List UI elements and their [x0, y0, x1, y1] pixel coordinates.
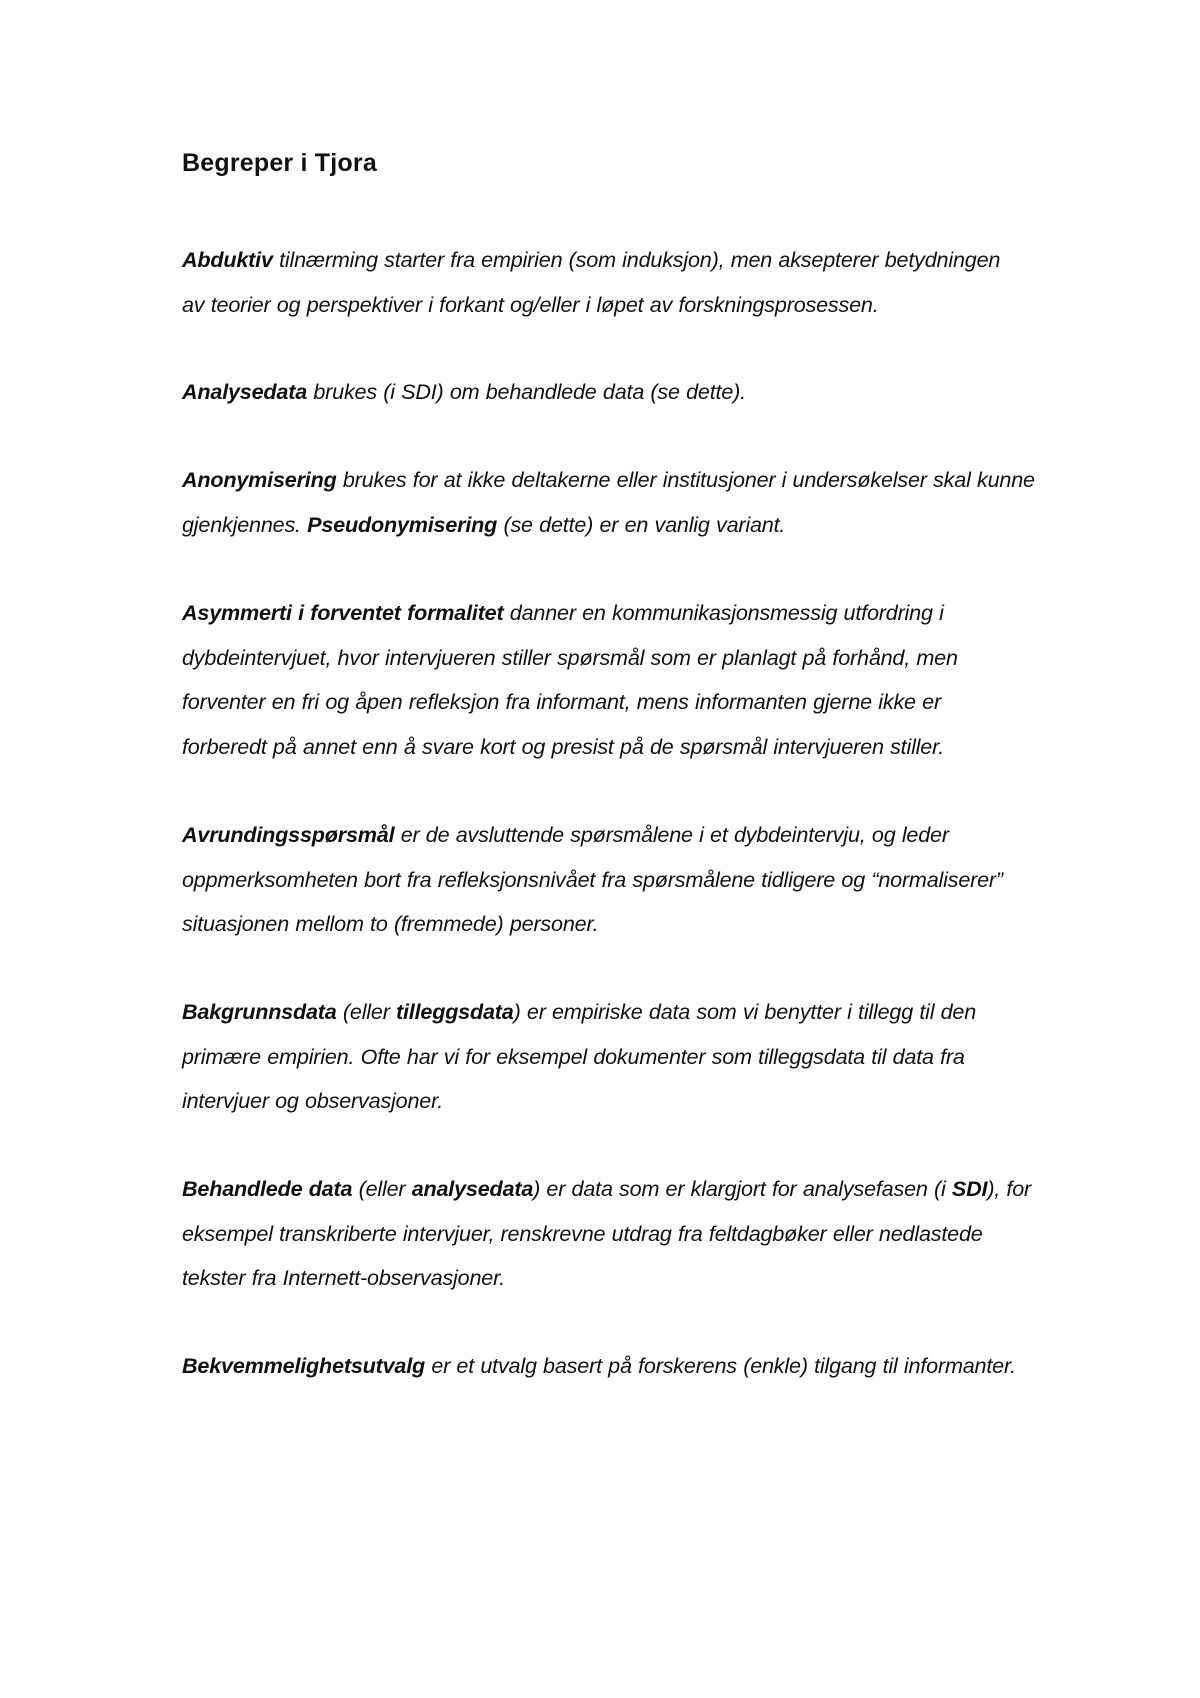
entry-line — [182, 1256, 1062, 1301]
definition-text: situasjonen mellom to (fremmede) personer. — [182, 911, 599, 936]
definition-text: av teorier og perspektiver i forkant og/eller i løpet av forskningsprosessen. — [182, 291, 879, 317]
definition-text: (se dette) er en vanlig variant. — [497, 511, 786, 537]
definition-text: er et utvalg basert på forskerens (enkle) tilgang til informanter. — [425, 1353, 1016, 1378]
definition-text: tekster fra Internett-observasjoner. — [182, 1265, 506, 1290]
term-name: Bekvemmelighetsutvalg — [182, 1353, 426, 1378]
entry-line — [182, 1035, 1062, 1080]
document-title: Begreper i Tjora — [182, 149, 377, 177]
definition-text: oppmerksomheten bort fra refleksjonsnivået fra spørsmålene tidligere og “normaliserer” — [182, 866, 1003, 892]
term-entry-avrundingssporsmal — [182, 813, 1062, 947]
term-entry-behandlede-data — [182, 1167, 1062, 1301]
entry-line — [182, 858, 1062, 903]
entry-line — [182, 503, 1062, 548]
term-entry-abduktiv — [182, 238, 1062, 327]
definition-text: danner en kommunikasjonsmessig utfordring i — [503, 600, 944, 625]
term-name: Behandlede data — [182, 1176, 353, 1201]
definition-text: (eller — [352, 1176, 412, 1201]
entry-line — [182, 1212, 1062, 1257]
term-name: Bakgrunnsdata — [182, 999, 337, 1024]
definition-text: intervjuer og observasjoner. — [182, 1088, 444, 1113]
term-name: Anonymisering — [182, 467, 337, 492]
entry-line — [182, 902, 1062, 947]
definition-text: er de avsluttende spørsmålene i et dybdeintervju, og leder — [394, 822, 949, 847]
definition-text: gjenkjennes. — [182, 511, 308, 537]
entry-line — [182, 636, 1062, 681]
entry-line — [182, 1167, 1062, 1212]
term-name: Pseudonymisering — [307, 511, 498, 537]
definition-text: forventer en fri og åpen refleksjon fra informant, mens informanten gjerne ikke er — [182, 689, 941, 714]
definition-text: brukes for at ikke deltakerne eller institusjoner i undersøkelser skal kunne — [336, 467, 1035, 492]
entry-line — [182, 283, 1062, 328]
definition-text: forberedt på annet enn å svare kort og presist på de spørsmål intervjueren stiller. — [182, 733, 945, 759]
definition-text: primære empirien. Ofte har vi for eksempel dokumenter som tilleggsdata til data fra — [182, 1043, 965, 1069]
term-entry-bekvemmelighetsutvalg — [182, 1344, 1062, 1389]
definition-text: eksempel transkriberte intervjuer, renskrevne utdrag fra feltdagbøker eller nedlastede — [182, 1220, 983, 1246]
definition-text: ) er empiriske data som vi benytter i tillegg til den — [513, 999, 977, 1024]
term-name: SDI — [951, 1176, 988, 1201]
entry-line — [182, 458, 1062, 503]
term-name: Analysedata — [182, 379, 308, 404]
entry-line — [182, 238, 1062, 283]
definition-text: (eller — [336, 999, 396, 1024]
definition-text: tilnærming starter fra empirien (som induksjon), men aksepterer betydningen — [272, 247, 1001, 272]
entry-line — [182, 725, 1062, 770]
entry-line — [182, 591, 1062, 636]
definition-text: dybdeintervjuet, hvor intervjueren stiller spørsmål som er planlagt på forhånd, men — [182, 644, 958, 670]
entry-line — [182, 370, 1062, 415]
definition-text: brukes (i SDI) om behandlede data (se dette). — [307, 379, 746, 404]
term-entry-anonymisering — [182, 458, 1062, 547]
definition-text: ), for — [987, 1176, 1032, 1201]
entry-line — [182, 1344, 1062, 1389]
term-name: Asymmerti i forventet formalitet — [182, 600, 504, 625]
entry-line — [182, 813, 1062, 858]
term-name: Abduktiv — [182, 247, 273, 272]
term-entry-bakgrunnsdata — [182, 990, 1062, 1124]
term-name: Avrundingsspørsmål — [182, 822, 395, 847]
entry-line — [182, 1079, 1062, 1124]
term-entry-analysedata — [182, 370, 1062, 415]
definition-text: ) er data som er klargjort for analysefasen (i — [533, 1176, 952, 1201]
entry-line — [182, 680, 1062, 725]
term-name: analysedata — [411, 1176, 534, 1201]
entry-line — [182, 990, 1062, 1035]
term-entry-asymmetri — [182, 591, 1062, 769]
term-name: tilleggsdata — [396, 999, 514, 1024]
